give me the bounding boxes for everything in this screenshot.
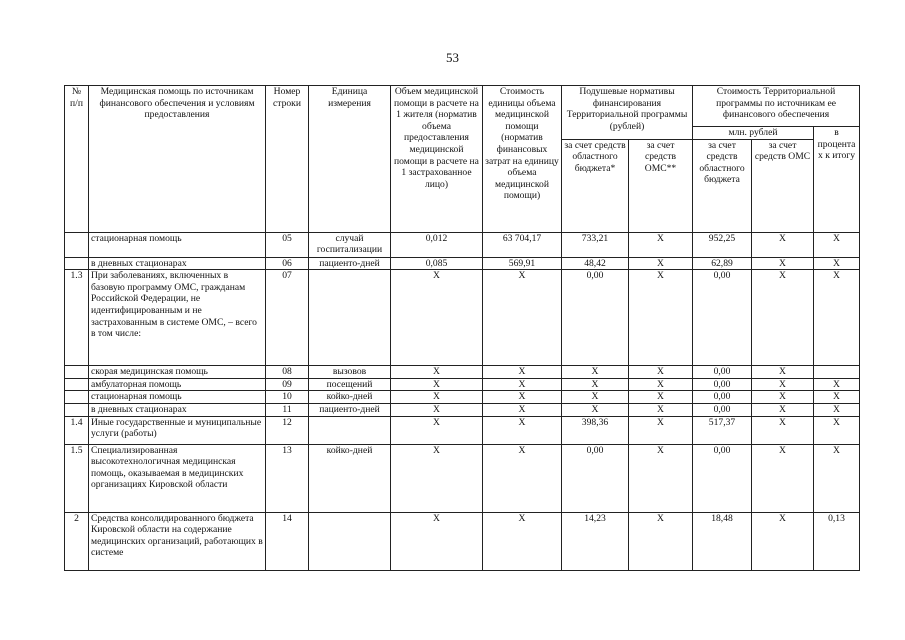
table-body: [65, 232, 860, 570]
table-row: амбулаторная помощь 09 посещений Х Х Х Х 0,00 Х Х: [65, 378, 860, 391]
header-cost: Стоимость единицы объема медицинской помощи (норматив финансовых затрат на единицу объема медицинской помощи): [483, 86, 562, 233]
header-num: № п/п: [65, 86, 89, 233]
page-number: 53: [446, 50, 459, 65]
table-row: в дневных стационарах 11 пациенто-дней Х Х Х Х 0,00 Х Х: [65, 403, 860, 416]
table-row: скорая медицинская помощь 08 вызовов Х Х Х Х 0,00 Х: [65, 366, 860, 379]
header-total: Стоимость Территориальной программы по источникам ее финансового обеспечения: [693, 86, 860, 127]
header-per-capita-budget: за счет средств областного бюджета*: [562, 139, 629, 232]
header-total-oms: за счет средств ОМС: [752, 139, 814, 232]
table-row: 2 Средства консолидированного бюджета Кировской области на содержание медицинских организаций, работающих в системе 14 Х Х 14,23 Х 18,48 Х 0,13: [65, 512, 860, 570]
header-total-mln: млн. рублей: [693, 127, 814, 140]
table-row: 1.5 Специализированная высокотехнологичная медицинская помощь, оказываемая в медицинских организациях Кировской области 13 койко-дней Х Х 0,00 Х 0,00 Х Х: [65, 444, 860, 512]
table-row: стационарная помощь 05 случай госпитализации 0,012 63 704,17 733,21 Х 952,25 Х Х: [65, 232, 860, 257]
header-row-number: Номер строки: [266, 86, 309, 233]
header-per-capita: Подушевые нормативы финансирования Территориальной программы (рублей): [562, 86, 693, 140]
header-name: Медицинская помощь по источникам финансового обеспечения и условиям предоставления: [89, 86, 266, 233]
header-total-budget: за счет средств областного бюджета: [693, 139, 752, 232]
financing-table: [64, 85, 860, 571]
table-row: в дневных стационарах 06 пациенто-дней 0,085 569,91 48,42 Х 62,89 Х Х: [65, 257, 860, 270]
table-row: 1.4 Иные государственные и муниципальные услуги (работы) 12 Х Х 398,36 Х 517,37 Х Х: [65, 416, 860, 444]
header-per-capita-oms: за счет средств ОМС**: [629, 139, 693, 232]
header-volume: Объем медицинской помощи в расчете на 1 жителя (норматив объема предоставления медицинской помощи в расчете на 1 застрахованное лицо): [391, 86, 483, 233]
header-unit: Единица измерения: [309, 86, 391, 233]
table-row: 1.3 При заболеваниях, включенных в базовую программу ОМС, гражданам Российской Федерации, не идентифицированным и не застрахованным в системе ОМС, – всего в том числе: 07 Х Х 0,00 Х 0,00 Х Х: [65, 270, 860, 366]
table-header: [65, 86, 860, 233]
header-total-pct: в процентах к итогу: [814, 127, 860, 233]
table-row: стационарная помощь 10 койко-дней Х Х Х Х 0,00 Х Х: [65, 391, 860, 404]
